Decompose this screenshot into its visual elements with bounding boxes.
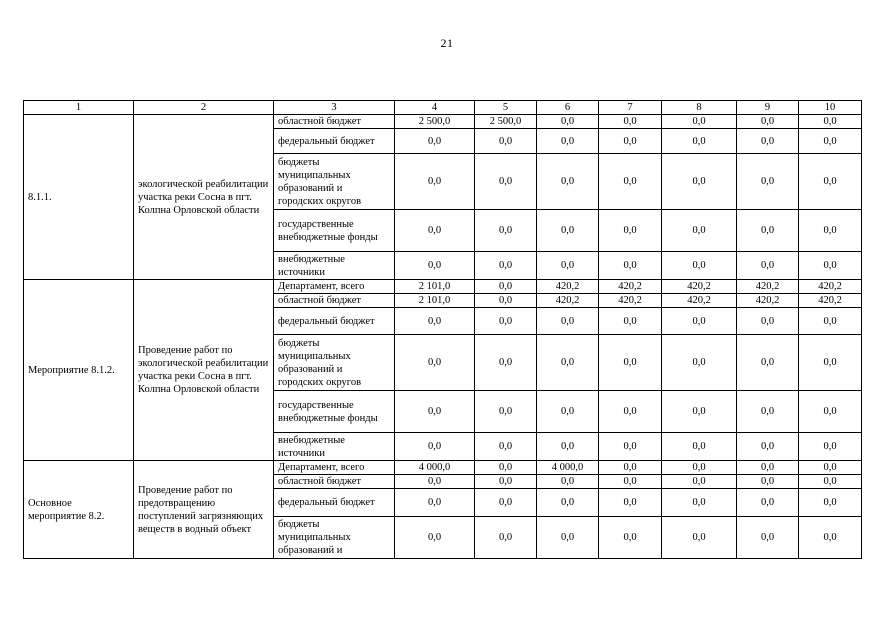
amount-cell: 0,0	[475, 461, 537, 475]
amount-cell: 2 500,0	[475, 115, 537, 129]
activity-description: экологической реабилитации участка реки Сосна в пгт. Колпна Орловской области	[134, 115, 274, 280]
amount-cell: 0,0	[599, 129, 662, 154]
amount-cell: 0,0	[662, 391, 737, 433]
amount-cell: 0,0	[395, 210, 475, 252]
funding-source: федеральный бюджет	[274, 489, 395, 517]
funding-source: бюджеты муниципальных образований и городских округов	[274, 335, 395, 391]
amount-cell: 0,0	[395, 129, 475, 154]
amount-cell: 420,2	[599, 294, 662, 308]
amount-cell: 2 500,0	[395, 115, 475, 129]
amount-cell: 0,0	[395, 252, 475, 280]
column-header: 5	[475, 101, 537, 115]
column-header: 4	[395, 101, 475, 115]
amount-cell: 0,0	[799, 475, 862, 489]
amount-cell: 0,0	[395, 475, 475, 489]
amount-cell: 0,0	[799, 129, 862, 154]
amount-cell: 0,0	[599, 252, 662, 280]
funding-source: бюджеты муниципальных образований и	[274, 517, 395, 559]
amount-cell: 0,0	[475, 252, 537, 280]
amount-cell: 0,0	[737, 461, 799, 475]
amount-cell: 0,0	[395, 489, 475, 517]
amount-cell: 0,0	[662, 517, 737, 559]
amount-cell: 0,0	[475, 129, 537, 154]
amount-cell: 0,0	[599, 517, 662, 559]
amount-cell: 0,0	[662, 154, 737, 210]
amount-cell: 0,0	[799, 154, 862, 210]
amount-cell: 0,0	[537, 489, 599, 517]
header-row	[24, 101, 862, 115]
amount-cell: 0,0	[599, 475, 662, 489]
amount-cell: 420,2	[662, 294, 737, 308]
amount-cell: 0,0	[599, 210, 662, 252]
amount-cell: 0,0	[537, 252, 599, 280]
funding-source: государственные внебюджетные фонды	[274, 391, 395, 433]
amount-cell: 4 000,0	[537, 461, 599, 475]
amount-cell: 0,0	[799, 517, 862, 559]
amount-cell: 0,0	[537, 129, 599, 154]
table-row	[24, 280, 862, 294]
column-header: 8	[662, 101, 737, 115]
activity-code: 8.1.1.	[24, 115, 134, 280]
budget-table	[23, 100, 862, 559]
amount-cell: 0,0	[799, 252, 862, 280]
amount-cell: 0,0	[475, 517, 537, 559]
amount-cell: 0,0	[799, 210, 862, 252]
amount-cell: 420,2	[737, 280, 799, 294]
amount-cell: 0,0	[737, 308, 799, 335]
amount-cell: 0,0	[395, 308, 475, 335]
funding-source: Департамент, всего	[274, 461, 395, 475]
amount-cell: 0,0	[737, 115, 799, 129]
column-header: 9	[737, 101, 799, 115]
amount-cell: 0,0	[537, 475, 599, 489]
amount-cell: 0,0	[537, 154, 599, 210]
amount-cell: 0,0	[475, 391, 537, 433]
table-row	[24, 115, 862, 129]
amount-cell: 0,0	[737, 475, 799, 489]
amount-cell: 0,0	[737, 335, 799, 391]
amount-cell: 0,0	[599, 115, 662, 129]
amount-cell: 0,0	[662, 252, 737, 280]
amount-cell: 0,0	[599, 489, 662, 517]
activity-code: Мероприятие 8.1.2.	[24, 280, 134, 461]
amount-cell: 2 101,0	[395, 294, 475, 308]
amount-cell: 0,0	[662, 335, 737, 391]
amount-cell: 0,0	[737, 517, 799, 559]
amount-cell: 0,0	[737, 391, 799, 433]
amount-cell: 0,0	[395, 517, 475, 559]
amount-cell: 0,0	[737, 252, 799, 280]
amount-cell: 0,0	[662, 461, 737, 475]
amount-cell: 0,0	[395, 391, 475, 433]
amount-cell: 0,0	[799, 489, 862, 517]
funding-source: бюджеты муниципальных образований и городских округов	[274, 154, 395, 210]
activity-description: Проведение работ по экологической реабилитации участка реки Сосна в пгт. Колпна Орловской области	[134, 280, 274, 461]
amount-cell: 0,0	[662, 210, 737, 252]
amount-cell: 0,0	[475, 308, 537, 335]
amount-cell: 0,0	[475, 294, 537, 308]
amount-cell: 4 000,0	[395, 461, 475, 475]
column-header: 6	[537, 101, 599, 115]
amount-cell: 0,0	[475, 280, 537, 294]
amount-cell: 0,0	[599, 154, 662, 210]
amount-cell: 0,0	[662, 433, 737, 461]
amount-cell: 0,0	[799, 461, 862, 475]
amount-cell: 0,0	[475, 489, 537, 517]
amount-cell: 420,2	[799, 280, 862, 294]
funding-source: федеральный бюджет	[274, 129, 395, 154]
table-row	[24, 461, 862, 475]
amount-cell: 0,0	[737, 154, 799, 210]
amount-cell: 0,0	[662, 115, 737, 129]
funding-source: федеральный бюджет	[274, 308, 395, 335]
funding-source: внебюджетные источники	[274, 252, 395, 280]
amount-cell: 0,0	[599, 391, 662, 433]
amount-cell: 0,0	[475, 475, 537, 489]
amount-cell: 0,0	[799, 391, 862, 433]
column-header: 2	[134, 101, 274, 115]
amount-cell: 0,0	[537, 517, 599, 559]
amount-cell: 0,0	[737, 489, 799, 517]
funding-source: внебюджетные источники	[274, 433, 395, 461]
amount-cell: 420,2	[662, 280, 737, 294]
amount-cell: 0,0	[737, 210, 799, 252]
amount-cell: 0,0	[799, 433, 862, 461]
amount-cell: 2 101,0	[395, 280, 475, 294]
amount-cell: 420,2	[799, 294, 862, 308]
amount-cell: 0,0	[599, 335, 662, 391]
activity-description: Проведение работ по предотвращению поступлений загрязняющих веществ в водный объект	[134, 461, 274, 559]
amount-cell: 0,0	[537, 115, 599, 129]
column-header: 10	[799, 101, 862, 115]
amount-cell: 0,0	[662, 308, 737, 335]
amount-cell: 0,0	[395, 433, 475, 461]
amount-cell: 0,0	[475, 433, 537, 461]
amount-cell: 0,0	[599, 433, 662, 461]
amount-cell: 0,0	[799, 115, 862, 129]
amount-cell: 0,0	[662, 475, 737, 489]
amount-cell: 420,2	[599, 280, 662, 294]
amount-cell: 0,0	[537, 391, 599, 433]
column-header: 1	[24, 101, 134, 115]
amount-cell: 420,2	[537, 280, 599, 294]
amount-cell: 0,0	[475, 154, 537, 210]
funding-source: Департамент, всего	[274, 280, 395, 294]
amount-cell: 420,2	[537, 294, 599, 308]
amount-cell: 0,0	[737, 433, 799, 461]
funding-source: областной бюджет	[274, 475, 395, 489]
amount-cell: 0,0	[799, 335, 862, 391]
activity-code: Основное мероприятие 8.2.	[24, 461, 134, 559]
page-number: 21	[440, 36, 454, 50]
funding-source: областной бюджет	[274, 294, 395, 308]
amount-cell: 0,0	[475, 210, 537, 252]
amount-cell: 0,0	[395, 335, 475, 391]
amount-cell: 0,0	[537, 308, 599, 335]
column-header: 3	[274, 101, 395, 115]
amount-cell: 0,0	[395, 154, 475, 210]
funding-source: областной бюджет	[274, 115, 395, 129]
amount-cell: 0,0	[662, 489, 737, 517]
amount-cell: 0,0	[662, 129, 737, 154]
amount-cell: 0,0	[537, 335, 599, 391]
amount-cell: 0,0	[599, 308, 662, 335]
amount-cell: 0,0	[475, 335, 537, 391]
amount-cell: 0,0	[799, 308, 862, 335]
amount-cell: 0,0	[737, 129, 799, 154]
column-header: 7	[599, 101, 662, 115]
amount-cell: 0,0	[537, 210, 599, 252]
amount-cell: 0,0	[599, 461, 662, 475]
amount-cell: 420,2	[737, 294, 799, 308]
amount-cell: 0,0	[537, 433, 599, 461]
funding-source: государственные внебюджетные фонды	[274, 210, 395, 252]
